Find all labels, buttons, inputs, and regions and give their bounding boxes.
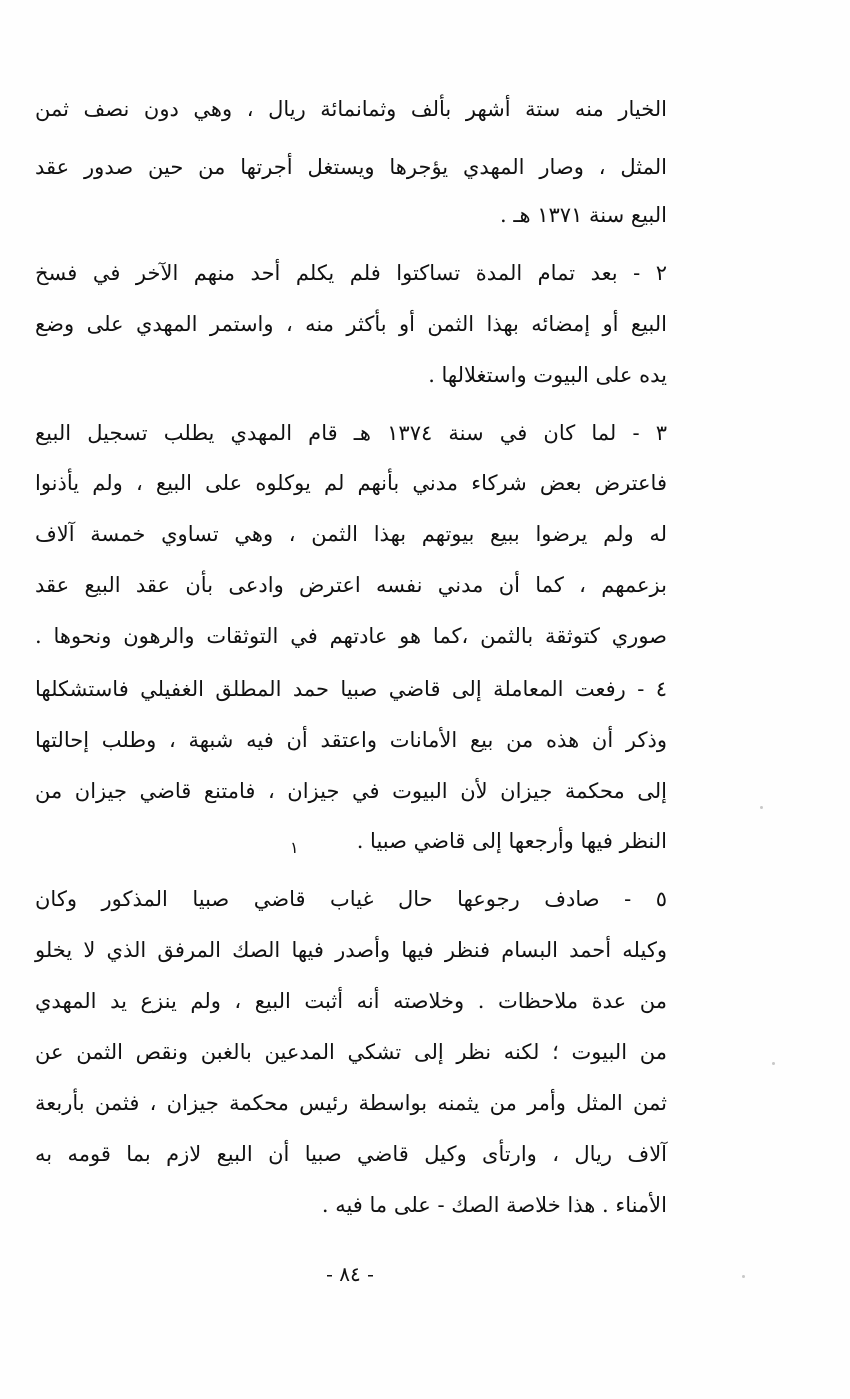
text-line: النظر فيها وأرجعها إلى قاضي صبيا .	[356, 829, 667, 853]
text-line: ثمن المثل وأمر من يثمنه بواسطة رئيس محكمة جيزان ، فثمن بأربعة	[35, 1091, 667, 1115]
scan-speck	[760, 806, 763, 809]
text-line: البيع أو إمضائه بهذا الثمن أو بأكثر منه ، واستمر المهدي على وضع	[35, 312, 667, 336]
text-line: له ولم يرضوا ببيع بيوتهم بهذا الثمن ، وهي تساوي خمسة آلاف	[35, 522, 667, 546]
text-line: ٥ - صادف رجوعها حال غياب قاضي صبيا المذكور وكان	[35, 887, 667, 911]
text-line: صوري كتوثقة بالثمن ،كما هو عادتهم في التوثقات والرهون ونحوها .	[35, 624, 667, 648]
text-line: ٢ - بعد تمام المدة تساكتوا فلم يكلم أحد منهم الآخر في فسخ	[35, 261, 667, 285]
stray-mark: ١	[290, 838, 299, 857]
text-line: من البيوت ؛ لكنه نظر إلى تشكي المدعين بالغبن ونقص الثمن عن	[35, 1040, 667, 1064]
text-line: من عدة ملاحظات . وخلاصته أنه أثبت البيع ، ولم ينزع يد المهدي	[35, 989, 667, 1013]
text-line: المثل ، وصار المهدي يؤجرها ويستغل أجرتها من حين صدور عقد	[35, 155, 667, 179]
text-line: ٣ - لما كان في سنة ١٣٧٤ هـ قام المهدي يطلب تسجيل البيع	[35, 421, 667, 445]
text-line: ٤ - رفعت المعاملة إلى قاضي صبيا حمد المطلق الغفيلي فاستشكلها	[35, 677, 667, 701]
scan-speck	[742, 1275, 745, 1278]
text-line: وكيله أحمد البسام فنظر فيها وأصدر فيها الصك المرفق الذي لا يخلو	[35, 938, 667, 962]
text-line: الأمناء . هذا خلاصة الصك - على ما فيه .	[321, 1193, 667, 1217]
text-line: آلاف ريال ، وارتأى وكيل قاضي صبيا أن البيع لازم بما قومه به	[35, 1142, 667, 1166]
scan-speck	[772, 1062, 775, 1065]
text-line: الخيار منه ستة أشهر بألف وثمانمائة ريال ، وهي دون نصف ثمن	[35, 97, 667, 121]
page-number: - ٨٤ -	[326, 1262, 374, 1286]
text-line: البيع سنة ١٣٧١ هـ .	[499, 203, 667, 227]
text-line: بزعمهم ، كما أن مدني نفسه اعترض وادعى بأن عقد البيع عقد	[35, 573, 667, 597]
text-line: فاعترض بعض شركاء مدني بأنهم لم يوكلوه على البيع ، ولم يأذنوا	[35, 471, 667, 495]
text-line: يده على البيوت واستغلالها .	[428, 363, 667, 387]
text-line: إلى محكمة جيزان لأن البيوت في جيزان ، فامتنع قاضي جيزان من	[35, 779, 667, 803]
text-line: وذكر أن هذه من بيع الأمانات واعتقد أن فيه شبهة ، وطلب إحالتها	[35, 728, 667, 752]
